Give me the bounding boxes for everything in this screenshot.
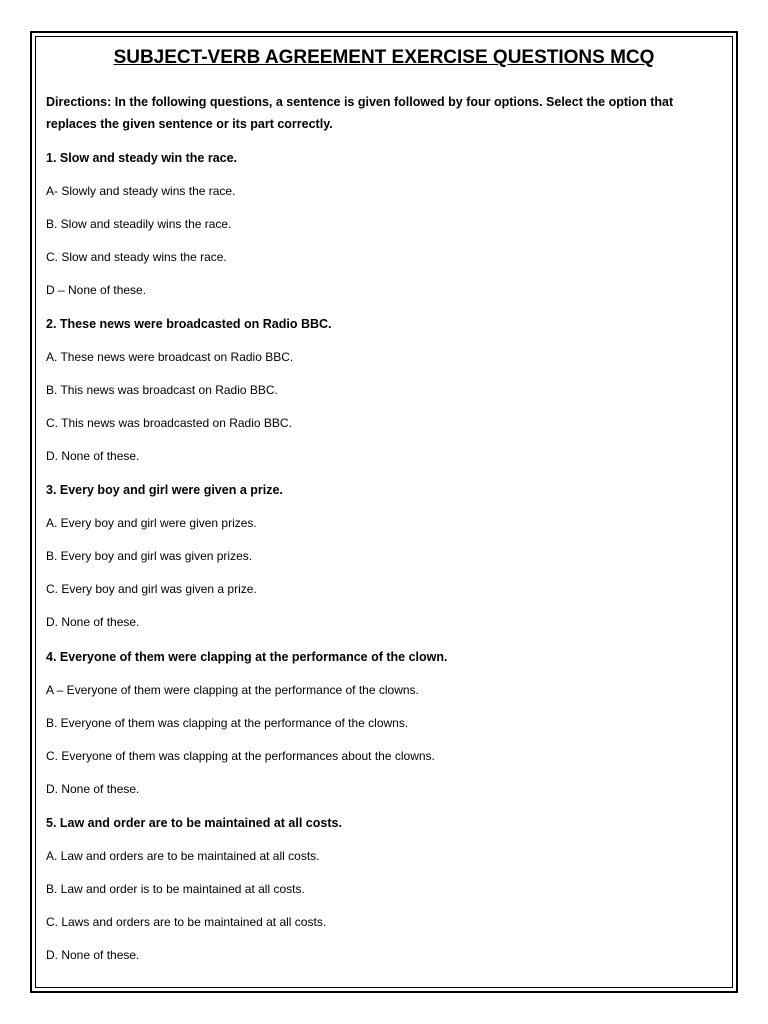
question-5-option-a: A. Law and orders are to be maintained at all costs. [46,849,320,863]
question-3: 3. Every boy and girl were given a prize. [46,483,283,497]
question-2: 2. These news were broadcasted on Radio BBC. [46,317,332,331]
question-1-option-c: C. Slow and steady wins the race. [46,250,227,264]
question-4-option-d: D. None of these. [46,782,140,796]
question-4-option-a: A – Everyone of them were clapping at the performance of the clowns. [46,683,419,697]
directions-text: Directions: In the following questions, a sentence is given followed by four options. Select the option that replaces the given sentence or its part correctly. [46,95,674,131]
question-2-option-b: B. This news was broadcast on Radio BBC. [46,383,278,397]
question-3-option-b: B. Every boy and girl was given prizes. [46,549,253,563]
question-1: 1. Slow and steady win the race. [46,151,238,165]
page-border-inner [35,36,733,988]
question-1-option-a: A- Slowly and steady wins the race. [46,184,236,198]
question-4: 4. Everyone of them were clapping at the performance of the clown. [46,650,448,664]
question-4-option-c: C. Everyone of them was clapping at the performances about the clowns. [46,749,435,763]
question-3-option-d: D. None of these. [46,615,140,629]
question-5-option-b: B. Law and order is to be maintained at all costs. [46,882,305,896]
question-2-option-c: C. This news was broadcasted on Radio BBC. [46,416,292,430]
question-1-option-d: D – None of these. [46,283,147,297]
question-5: 5. Law and order are to be maintained at all costs. [46,816,342,830]
question-3-option-a: A. Every boy and girl were given prizes. [46,516,257,530]
question-5-option-c: C. Laws and orders are to be maintained at all costs. [46,915,327,929]
question-1-option-b: B. Slow and steadily wins the race. [46,217,232,231]
question-4-option-b: B. Everyone of them was clapping at the performance of the clowns. [46,716,409,730]
question-2-option-d: D. None of these. [46,449,140,463]
question-2-option-a: A. These news were broadcast on Radio BBC. [46,350,294,364]
question-3-option-c: C. Every boy and girl was given a prize. [46,582,257,596]
page-title: SUBJECT-VERB AGREEMENT EXERCISE QUESTIONS MCQ [113,47,655,68]
question-5-option-d: D. None of these. [46,948,140,962]
